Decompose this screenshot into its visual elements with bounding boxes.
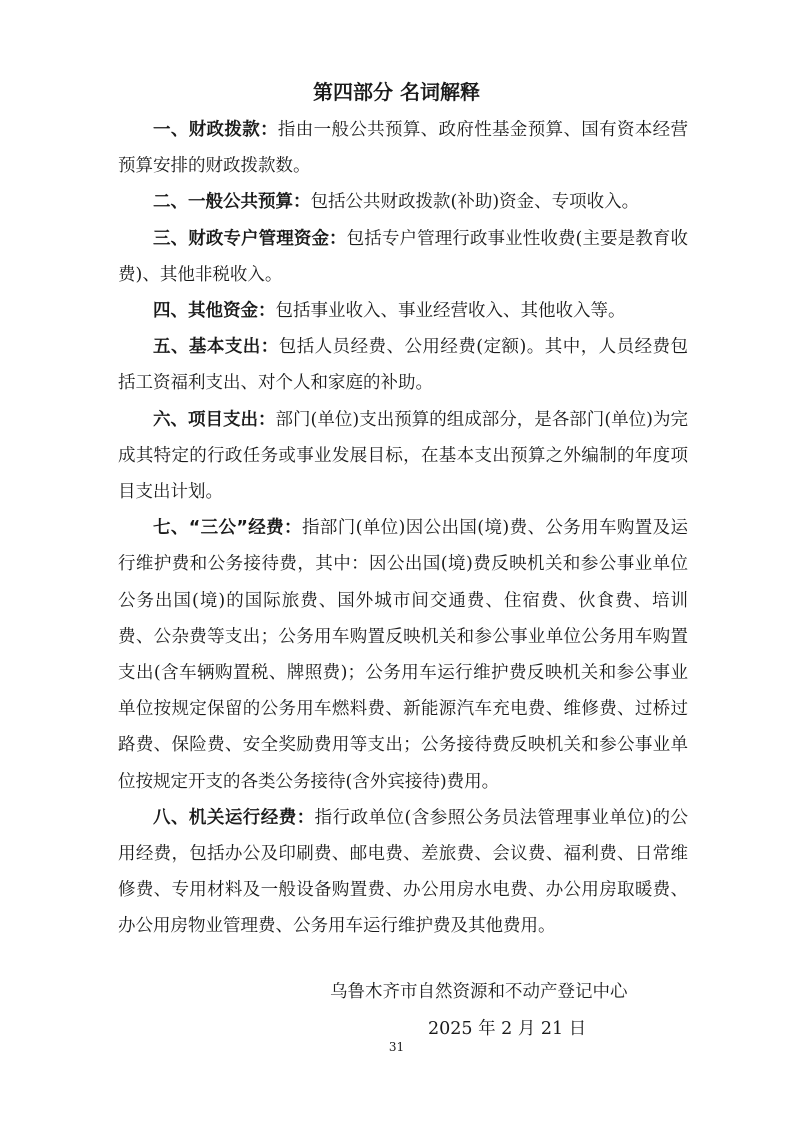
term-definition: 包括专户管理行政事业性收费(主要是教育收费)、其他非税收入。: [118, 228, 689, 285]
term-label: 五、基本支出：: [153, 337, 279, 358]
signature-date: 2025 年 2 月 21 日: [428, 1019, 587, 1039]
page-number: 31: [388, 1040, 405, 1054]
term-label: 三、财政专户管理资金：: [153, 228, 347, 249]
page-title: 第四部分 名词解释: [313, 80, 480, 104]
term-label: 四、其他资金：: [153, 301, 276, 322]
term-definition: 包括公共财政拨款(补助)资金、专项收入。: [310, 192, 640, 213]
term-label: 六、项目支出：: [153, 409, 276, 430]
definition-paragraph-8: [118, 800, 688, 945]
term-label: 八、机关运行经费：: [153, 807, 315, 828]
definition-paragraph-4: [118, 293, 688, 329]
definition-paragraph-2: [118, 184, 688, 220]
term-definition: 包括事业收入、事业经营收入、其他收入等。: [275, 301, 626, 322]
term-definition: 包括人员经费、公用经费(定额)。其中，人员经费包括工资福利支出、对个人和家庭的补助。: [118, 337, 689, 394]
definitions-body: [118, 112, 688, 945]
term-label: 一、财政拨款：: [153, 120, 278, 140]
definition-paragraph-3: [118, 221, 688, 293]
term-definition: 指部门(单位)因公出国(境)费、公务用车购置及运行维护费和公务接待费，其中：因公出国(境)费反映机关和参公事业单位公务出国(境)的国际旅费、国外城市间交通费、住宿费、伙食费、培训费、公杂费等支出；公务用车购置反映机关和参公事业单位公务用车购置支出(含车辆购置税、牌照费)；公务用车运行维护费反映机关和参公事业单位按规定保留的公务用车燃料费、新能源汽车充电费、维修费、过桥过路费、保险费、安全奖励费用等支出；公务接待费反映机关和参公事业单位按规定开支的各类公务接待(含外宾接待)费用。: [118, 518, 688, 792]
term-definition: 指行政单位(含参照公务员法管理事业单位)的公用经费，包括办公及印刷费、邮电费、差旅费、会议费、福利费、日常维修费、专用材料及一般设备购置费、办公用房水电费、办公用房取暖费、办公用房物业管理费、公务用车运行维护费及其他费用。: [118, 807, 689, 937]
definition-paragraph-5: [118, 329, 688, 401]
definition-paragraph-7: [118, 510, 688, 800]
signature-organization: 乌鲁木齐市自然资源和不动产登记中心: [330, 982, 628, 1002]
term-definition: 指由一般公共预算、政府性基金预算、国有资本经营预算安排的财政拨款数。: [118, 120, 689, 177]
term-definition: 部门(单位)支出预算的组成部分，是各部门(单位)为完成其特定的行政任务或事业发展目标，在基本支出预算之外编制的年度项目支出计划。: [118, 409, 689, 503]
term-label: 二、一般公共预算：: [153, 192, 311, 213]
term-label: 七、“三公”经费：: [153, 518, 302, 539]
definition-paragraph-6: [118, 402, 688, 511]
definition-paragraph-1: [118, 112, 688, 184]
